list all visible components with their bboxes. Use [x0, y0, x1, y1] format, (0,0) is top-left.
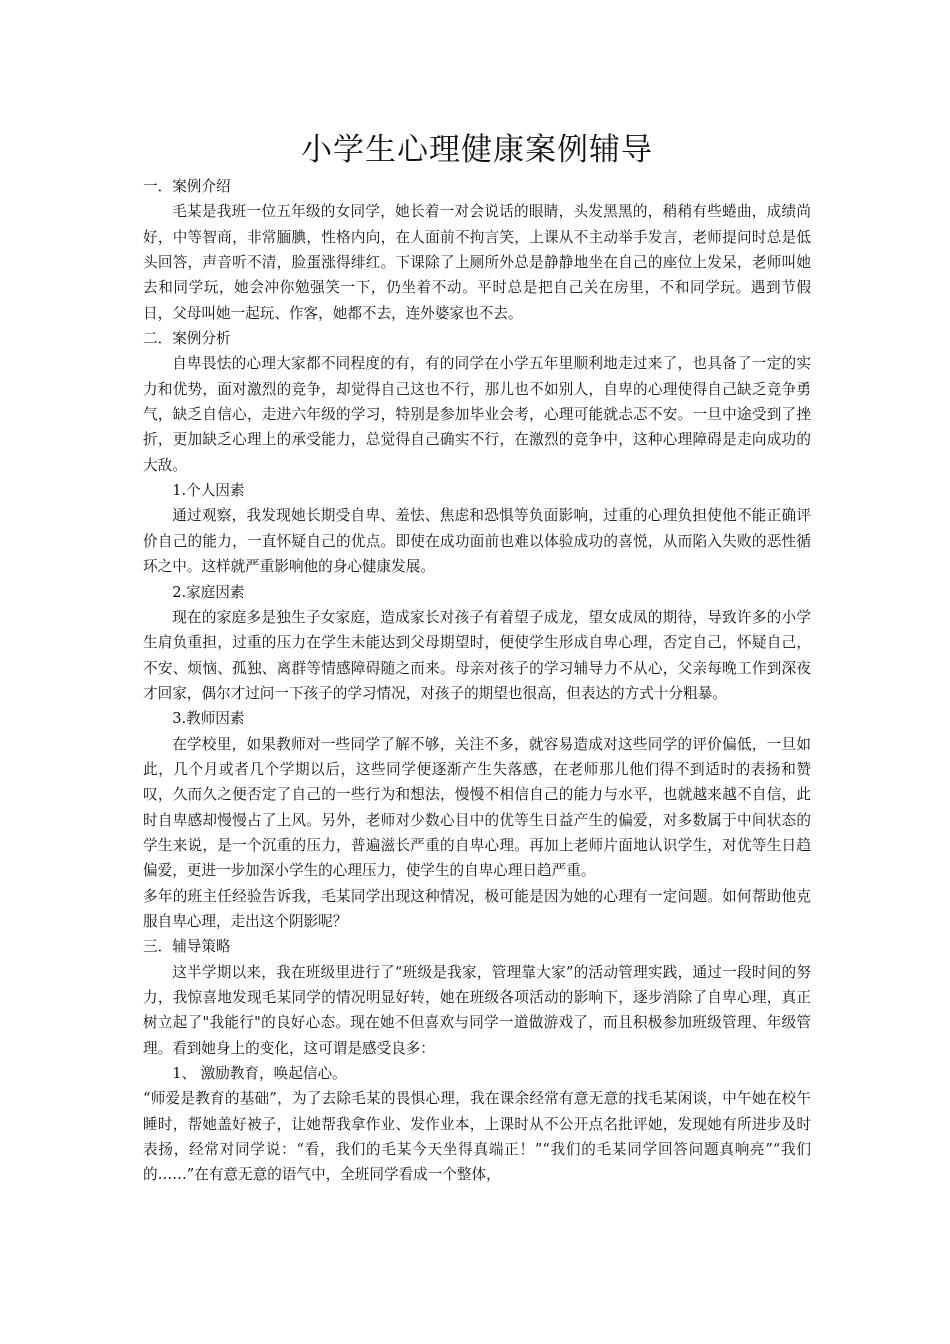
document-page	[143, 128, 811, 1188]
paragraph-personal-factors: 通过观察，我发现她长期受自卑、羞怯、焦虑和恐惧等负面影响，过重的心理负担使他不能正确评价自己的能力，一直怀疑自己的优点。即使在成功面前也难以体验成功的喜悦，从而陷入失败的恶性循环之中。这样就严重影响他的身心健康发展。	[143, 507, 811, 576]
section-heading-counseling-strategy: 三．辅导策略	[143, 938, 231, 956]
subheading-family-factors: 2.家庭因素	[172, 583, 245, 601]
paragraph-family-factors: 现在的家庭多是独生子女家庭，造成家长对孩子有着望子成龙，望女成凤的期待，导致许多的小学生肩负重担，过重的压力在学生未能达到父母期望时，便使学生形成自卑心理，否定自己，怀疑自己，不安、烦恼、孤独、离群等情感障碍随之而来。母亲对孩子的学习辅导力不从心，父亲每晚工作到深夜才回家，偶尔才过问一下孩子的学习情况，对孩子的期望也很高，但表达的方式十分粗暴。	[143, 608, 811, 702]
paragraph-counseling-strategy: 这半学期以来，我在班级里进行了“班级是我家，管理靠大家”的活动管理实践，通过一段时间的努力，我惊喜地发现毛某同学的情况明显好转，她在班级各项活动的影响下，逐步消除了自卑心理，真正树立起了"我能行"的良好心态。现在她不但喜欢与同学一道做游戏了，而且积极参加班级管理、年级管理。看到她身上的变化，这可谓是感受良多：	[143, 963, 811, 1057]
paragraph-encouragement: “师爱是教育的基础”，为了去除毛某的畏惧心理，我在课余经常有意无意的找毛某闲谈，中午她在校午睡时，帮她盖好被子，让她帮我拿作业、发作业本，上课时从不公开点名批评她，发现她有所进步及时表扬，经常对同学说：“看，我们的毛某今天坐得真端正！”“我们的毛某同学回答问题真响亮”“我们的……”在有意无意的语气中，全班同学看成一个整体，	[143, 1090, 811, 1184]
section-heading-case-intro: 一．案例介绍	[143, 178, 231, 195]
paragraph-case-analysis: 自卑畏怯的心理大家都不同程度的有，有的同学在小学五年里顺利地走过来了，也具备了一定的实力和优势，面对激烈的竞争，却觉得自己这也不行，那儿也不如别人，自卑的心理使得自己缺乏竞争勇气，缺乏自信心，走进六年级的学习，特别是参加毕业会考，心理可能就忐忑不安。一旦中途受到了挫折，更加缺乏心理上的承受能力，总觉得自己确实不行，在激烈的竞争中，这种心理障碍是走向成功的大敌。	[143, 355, 811, 474]
subheading-encouragement: 1、 激励教育，唤起信心。	[172, 1065, 347, 1083]
paragraph-teacher-factors: 在学校里，如果教师对一些同学了解不够，关注不多，就容易造成对这些同学的评价偏低，一旦如此，几个月或者几个学期以后，这些同学便逐渐产生失落感，在老师那儿他们得不到适时的表扬和赞叹，久而久之便否定了自己的一些行为和想法，慢慢不相信自己的能力与水平，也就越来越不自信，此时自卑感却慢慢占了上风。另外，老师对少数心目中的优等生日益产生的偏爱，对多数属于中间状态的学生来说，是一个沉重的压力，普遍滋长严重的自卑心理。再加上老师片面地认识学生，对优等生日趋偏爱，更进一步加深小学生的心理压力，使学生的自卑心理日趋严重。	[143, 735, 811, 880]
section-heading-case-analysis: 二．案例分析	[143, 330, 231, 348]
paragraph-case-intro: 毛某是我班一位五年级的女同学，她长着一对会说话的眼睛，头发黑黑的，稍稍有些蜷曲，成绩尚好，中等智商，非常腼腆，性格内向，在人面前不拘言笑，上课从不主动举手发言，老师提问时总是低头回答，声音听不清，脸蛋涨得绯红。下课除了上厕所外总是静静地坐在自己的座位上发呆，老师叫她去和同学玩，她会冲你勉强笑一下，仍坐着不动。平时总是把自己关在房里，不和同学玩。遇到节假日，父母叫她一起玩、作客，她都不去，连外婆家也不去。	[143, 203, 811, 322]
paragraph-analysis-closing: 多年的班主任经验告诉我，毛某同学出现这种情况，极可能是因为她的心理有一定问题。如何帮助他克服自卑心理，走出这个阴影呢？	[143, 887, 811, 930]
subheading-teacher-factors: 3.教师因素	[172, 710, 245, 728]
subheading-personal-factors: 1.个人因素	[172, 482, 245, 500]
document-title: 小学生心理健康案例辅导	[301, 132, 653, 168]
